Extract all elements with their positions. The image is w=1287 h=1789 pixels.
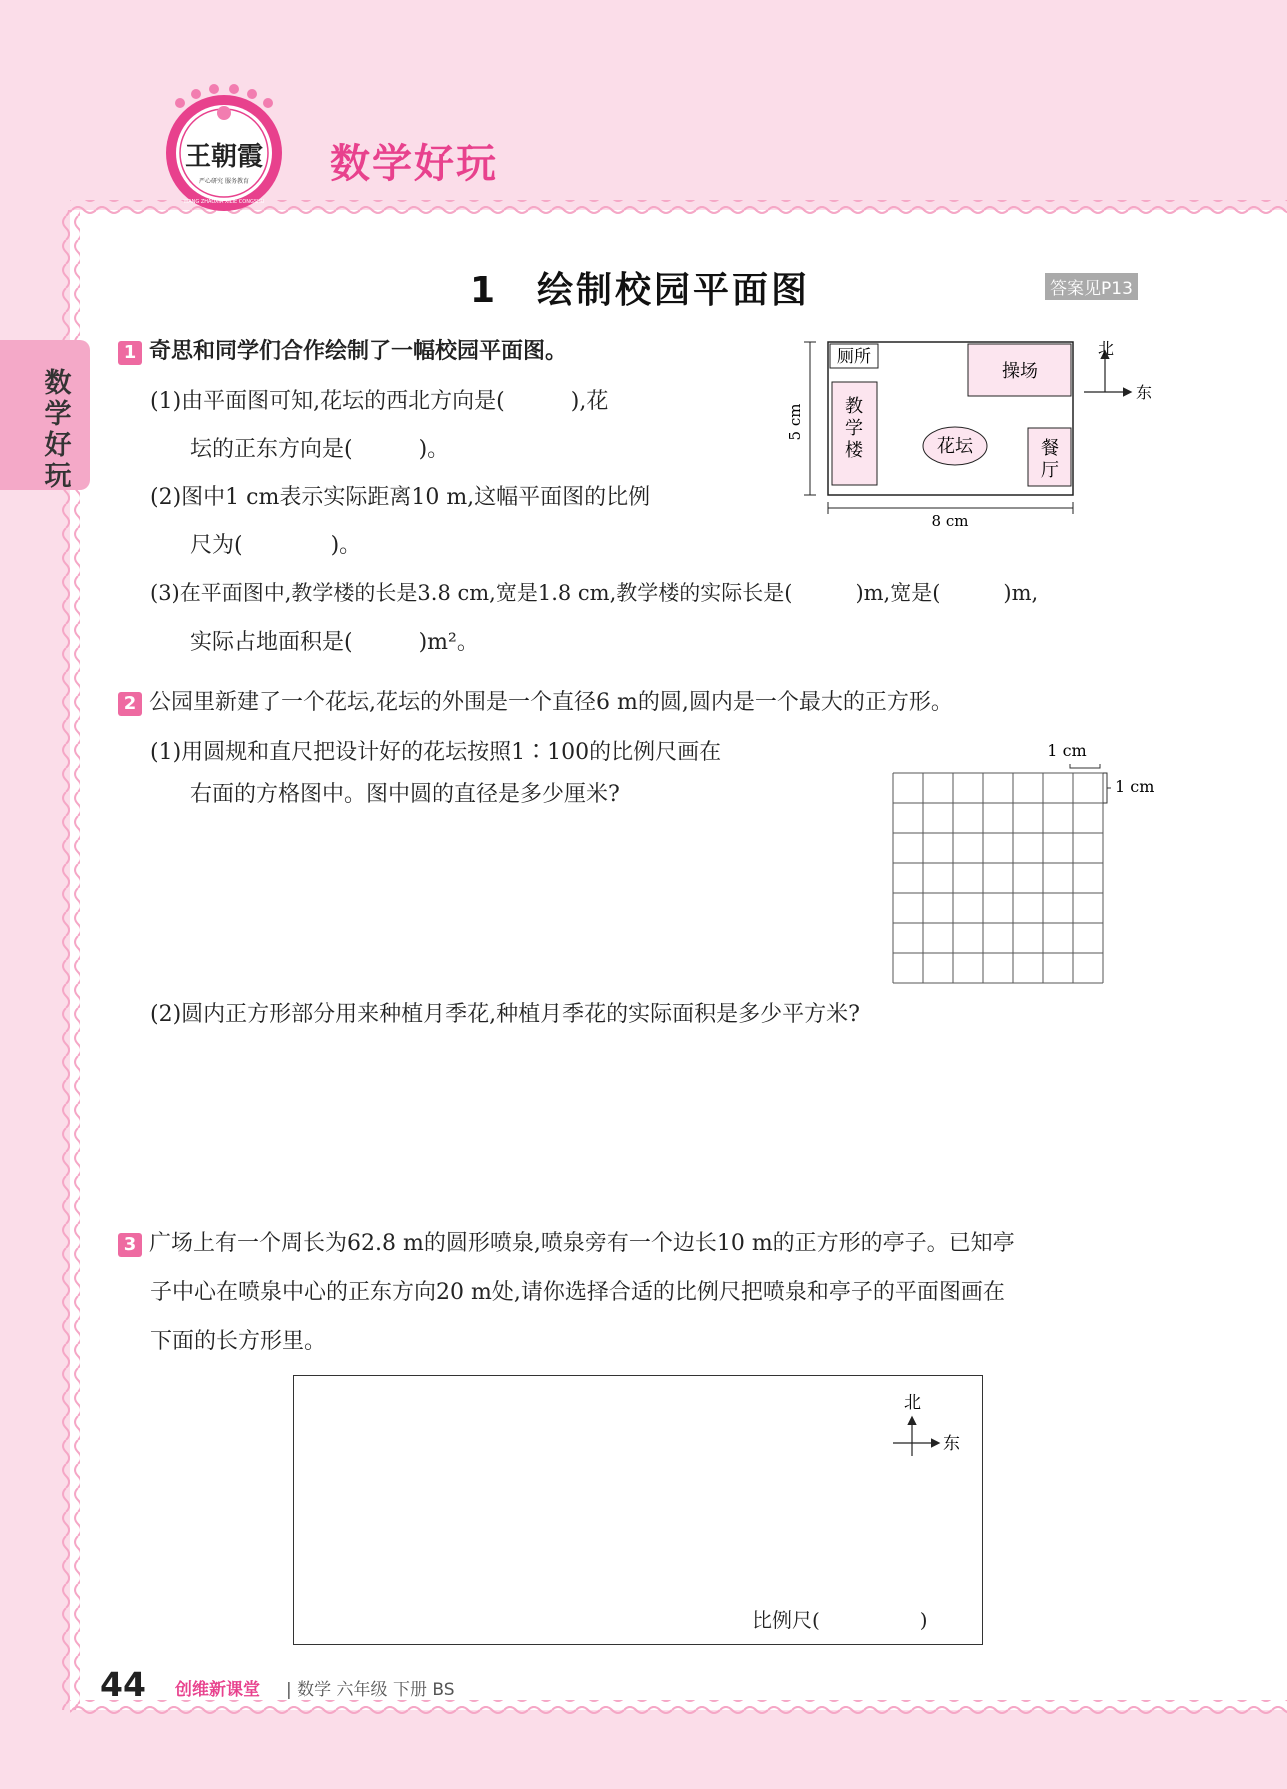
q3-line1: 广场上有一个周长为62.8 m的圆形喷泉,喷泉旁有一个边长10 m的正方形的亭子。已知亭 — [149, 1231, 1015, 1256]
q1-part2-line2: 尺为( )。 — [190, 533, 362, 558]
q1-part1-line2: 坛的正东方向是( )。 — [190, 437, 450, 462]
map-canteen-1: 餐 — [1041, 438, 1059, 459]
q2-part2: (2)圆内正方形部分用来种植月季花,种植月季花的实际面积是多少平方米? — [150, 1002, 860, 1027]
q2-number-badge: 2 — [118, 692, 142, 716]
q3-line2: 子中心在喷泉中心的正东方向20 m处,请你选择合适的比例尺把喷泉和亭子的平面图画在 — [150, 1280, 1005, 1305]
map-toilet: 厕所 — [837, 347, 871, 367]
q3-line1-wrap — [118, 1226, 1015, 1257]
section-title: 数学好玩 — [330, 141, 498, 187]
q2-stem: 公园里新建了一个花坛,花坛的外围是一个直径6 m的圆,圆内是一个最大的正方形。 — [149, 690, 953, 715]
logo-name: 王朝霞 — [184, 142, 264, 172]
q3-number-badge: 3 — [118, 1233, 142, 1257]
grid-lines — [893, 773, 1103, 983]
map-width-label: 8 cm — [931, 512, 969, 530]
q3-scale-label: 比例尺( ) — [752, 1608, 928, 1632]
q1-part3-line2: 实际占地面积是( )m²。 — [190, 630, 479, 655]
q3-compass-north: 北 — [904, 1393, 921, 1413]
map-teaching-building-3: 楼 — [845, 440, 863, 461]
grid-label-side: 1 cm — [1115, 777, 1155, 796]
q1-stem: 奇思和同学们合作绘制了一幅校园平面图。 — [149, 339, 568, 364]
q2-stem-line — [118, 685, 953, 716]
footer-info: | 数学 六年级 下册 BS — [286, 1680, 455, 1700]
q2-part1-line1: (1)用圆规和直尺把设计好的花坛按照1∶100的比例尺画在 — [150, 740, 722, 765]
q1-part3-line1: (3)在平面图中,教学楼的长是3.8 cm,宽是1.8 cm,教学楼的实际长是( )m,宽是( )m, — [150, 581, 1039, 605]
q3-compass — [880, 1388, 980, 1468]
map-teaching-building-1: 教 — [845, 396, 863, 417]
map-playground: 操场 — [1002, 361, 1038, 382]
q1-part1-line1: (1)由平面图可知,花坛的西北方向是( ),花 — [150, 389, 609, 414]
campus-map — [786, 330, 1170, 540]
q3-compass-east: 东 — [943, 1434, 960, 1454]
square-grid[interactable] — [885, 740, 1170, 980]
map-compass-east: 东 — [1136, 383, 1153, 402]
q2-part1-line2: 右面的方格图中。图中圆的直径是多少厘米? — [190, 782, 620, 807]
q1-number-badge: 1 — [118, 341, 142, 365]
footer-brand: 创维新课堂 — [175, 1680, 260, 1700]
answer-reference: 答案见P13 — [1045, 273, 1138, 300]
map-canteen-2: 厅 — [1041, 460, 1059, 481]
map-height-label: 5 cm — [786, 403, 804, 441]
map-teaching-building-2: 学 — [845, 418, 863, 439]
publisher-logo — [160, 85, 288, 213]
map-compass-north: 北 — [1098, 339, 1115, 358]
q1-part2-line1: (2)图中1 cm表示实际距离10 m,这幅平面图的比例 — [150, 485, 651, 510]
lesson-title: 1 绘制校园平面图 — [470, 270, 811, 311]
logo-tagline: 严心研究 服务教育 — [199, 178, 249, 185]
logo-caption: WANG ZHAOXIA XILIE CONGSHU — [183, 199, 265, 205]
q3-line3: 下面的长方形里。 — [150, 1329, 327, 1354]
grid-label-top: 1 cm — [1047, 741, 1087, 760]
map-flower-bed: 花坛 — [937, 436, 973, 457]
side-tab-label: 数学好玩 — [44, 368, 72, 492]
side-tab — [0, 340, 90, 490]
page-number: 44 — [100, 1665, 146, 1704]
q1-stem-line — [118, 334, 567, 365]
